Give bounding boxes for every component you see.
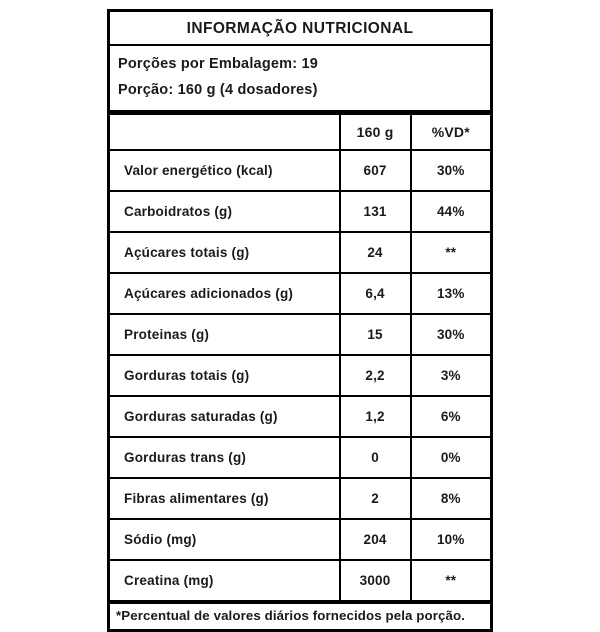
amount-cell: 6,4 <box>340 273 411 314</box>
nutrient-name-cell: Açúcares adicionados (g) <box>110 273 340 314</box>
nutrient-name-cell: Açúcares totais (g) <box>110 232 340 273</box>
nutrient-name-cell: Valor energético (kcal) <box>110 150 340 191</box>
nutrient-name-cell: Gorduras saturadas (g) <box>110 396 340 437</box>
nutrient-name-cell: Carboidratos (g) <box>110 191 340 232</box>
nutrition-label-title: INFORMAÇÃO NUTRICIONAL <box>110 12 490 46</box>
header-amount-cell: 160 g <box>340 113 411 151</box>
amount-cell: 2,2 <box>340 355 411 396</box>
portion-size: Porção: 160 g (4 dosadores) <box>118 82 318 98</box>
dv-cell: 30% <box>411 314 490 355</box>
table-row <box>110 478 490 519</box>
table-row <box>110 150 490 191</box>
amount-cell: 0 <box>340 437 411 478</box>
header-dv-cell: %VD* <box>411 113 490 151</box>
header-row <box>110 113 490 151</box>
amount-cell: 1,2 <box>340 396 411 437</box>
amount-cell: 204 <box>340 519 411 560</box>
dv-cell: 30% <box>411 150 490 191</box>
dv-cell: 3% <box>411 355 490 396</box>
amount-cell: 2 <box>340 478 411 519</box>
table-row <box>110 273 490 314</box>
dv-cell: 10% <box>411 519 490 560</box>
table-row <box>110 560 490 600</box>
nutrition-table-header <box>110 113 490 151</box>
serving-info <box>110 46 490 110</box>
nutrient-name-cell: Gorduras totais (g) <box>110 355 340 396</box>
dv-cell: 0% <box>411 437 490 478</box>
servings-per-package: Porções por Embalagem: 19 <box>118 56 319 72</box>
nutrient-name-cell: Sódio (mg) <box>110 519 340 560</box>
dv-cell: 6% <box>411 396 490 437</box>
dv-cell: 44% <box>411 191 490 232</box>
amount-cell: 24 <box>340 232 411 273</box>
nutrient-name-cell: Creatina (mg) <box>110 560 340 600</box>
nutrition-label <box>107 9 493 632</box>
dv-cell: 13% <box>411 273 490 314</box>
footnote: *Percentual de valores diários fornecidos pela porção. <box>110 600 490 629</box>
table-row <box>110 232 490 273</box>
table-row <box>110 355 490 396</box>
nutrition-table <box>110 110 490 600</box>
nutrient-name-cell: Fibras alimentares (g) <box>110 478 340 519</box>
table-row <box>110 437 490 478</box>
nutrient-name-cell: Proteinas (g) <box>110 314 340 355</box>
table-row <box>110 314 490 355</box>
table-row <box>110 519 490 560</box>
header-spacer-cell <box>110 113 340 151</box>
table-row <box>110 191 490 232</box>
nutrient-name-cell: Gorduras trans (g) <box>110 437 340 478</box>
table-row <box>110 396 490 437</box>
amount-cell: 15 <box>340 314 411 355</box>
amount-cell: 131 <box>340 191 411 232</box>
dv-cell: ** <box>411 232 490 273</box>
amount-cell: 3000 <box>340 560 411 600</box>
dv-cell: 8% <box>411 478 490 519</box>
nutrition-table-body <box>110 150 490 600</box>
dv-cell: ** <box>411 560 490 600</box>
amount-cell: 607 <box>340 150 411 191</box>
